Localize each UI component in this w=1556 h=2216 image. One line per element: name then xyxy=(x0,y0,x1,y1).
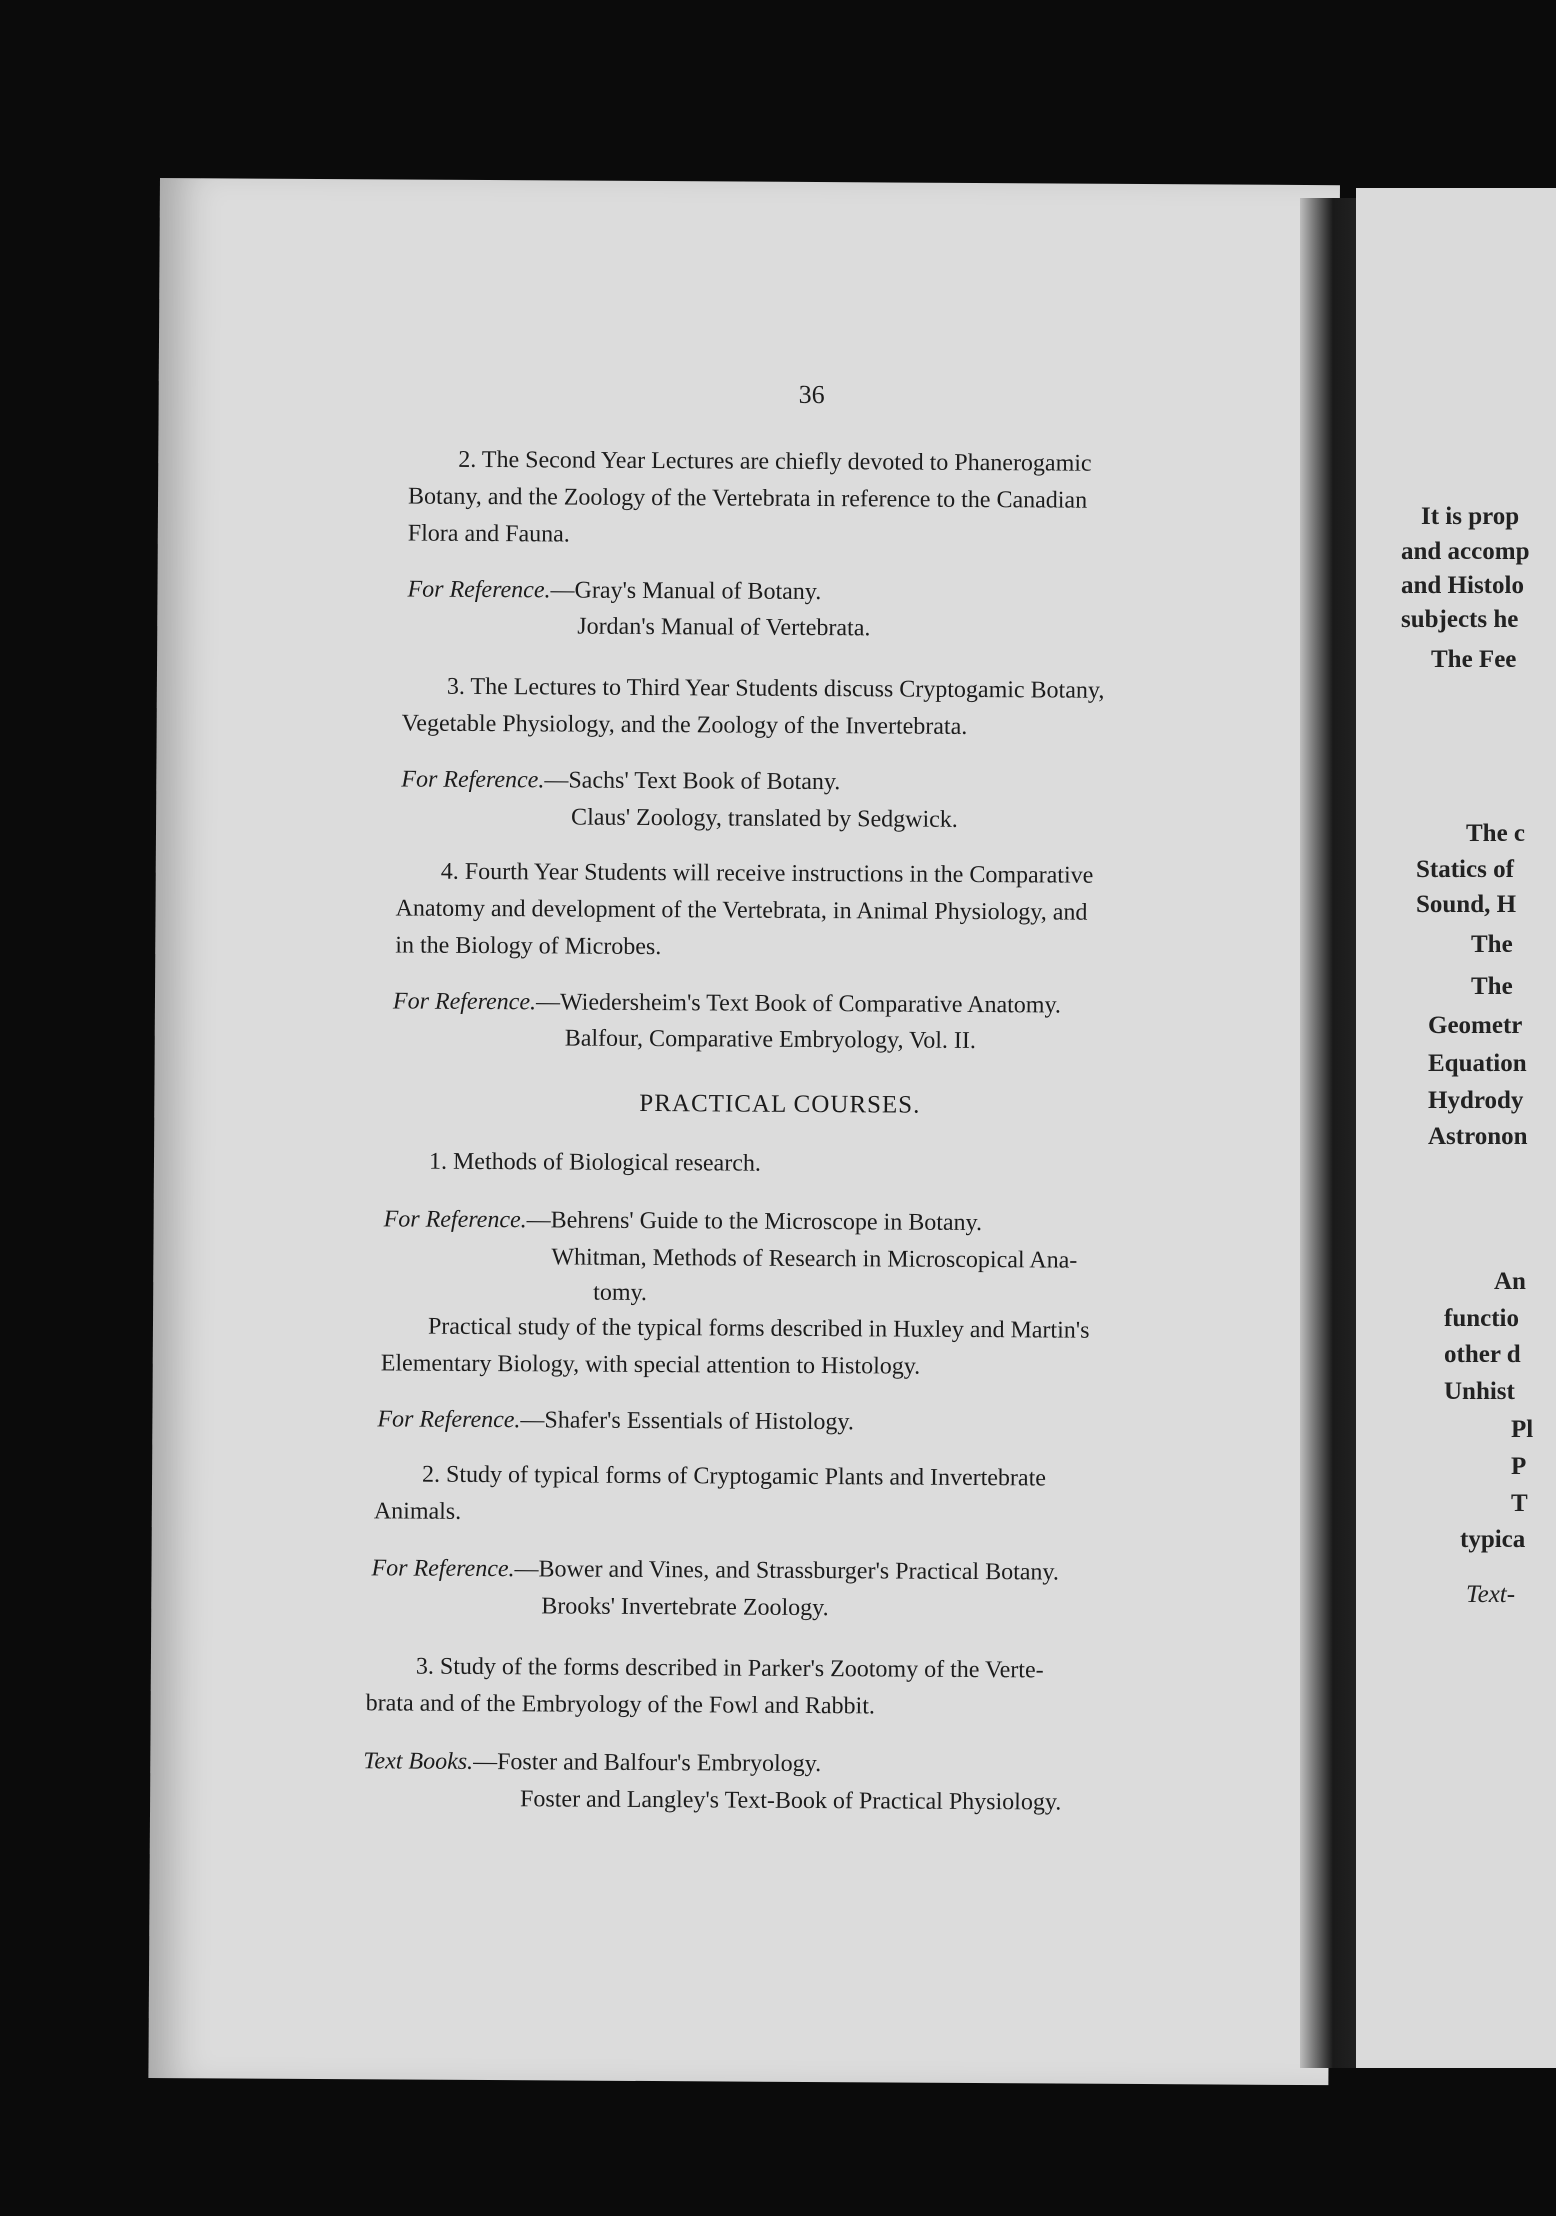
facing-page xyxy=(1356,188,1556,2068)
text-line: 3. Study of the forms described in Parker's Zootomy of the Verte- xyxy=(415,1653,1044,1684)
text-line: Animals. xyxy=(373,1498,462,1525)
facing-page-text: Unhist xyxy=(1444,1378,1515,1405)
text-line: Practical study of the typical forms described in Huxley and Martin's xyxy=(427,1313,1090,1344)
reference-line xyxy=(401,767,840,794)
reference-text: —Wiedersheim's Text Book of Comparative Anatomy. xyxy=(535,989,1062,1019)
facing-page-text: other d xyxy=(1444,1341,1521,1368)
text-line: 4. Fourth Year Students will receive instructions in the Comparative xyxy=(440,858,1094,889)
reference-line xyxy=(371,1556,1059,1584)
reference-line: Jordan's Manual of Vertebrata. xyxy=(577,613,871,642)
reference-label: For Reference. xyxy=(407,576,551,604)
facing-page-text: The xyxy=(1471,973,1513,1000)
section-heading: PRACTICAL COURSES. xyxy=(639,1089,921,1119)
facing-page-text: Astronon xyxy=(1428,1123,1528,1150)
facing-page-text: and Histolo xyxy=(1401,572,1524,599)
reference-line: tomy. xyxy=(593,1279,648,1306)
facing-page-text: T xyxy=(1511,1490,1528,1517)
facing-page-text: The xyxy=(1471,931,1513,958)
facing-page-text: and accomp xyxy=(1401,538,1530,565)
reference-line: Claus' Zoology, translated by Sedgwick. xyxy=(571,804,958,833)
reference-line: Brooks' Invertebrate Zoology. xyxy=(541,1593,829,1622)
text-line: in the Biology of Microbes. xyxy=(395,932,662,961)
facing-page-text: The Fee xyxy=(1431,646,1517,673)
reference-line xyxy=(384,1207,983,1235)
text-line: Elementary Biology, with special attention to Histology. xyxy=(380,1350,921,1380)
facing-page-text: Text- xyxy=(1466,1581,1516,1608)
reference-text: —Shafer's Essentials of Histology. xyxy=(520,1407,854,1436)
page-body xyxy=(148,178,1340,2085)
reference-text: —Gray's Manual of Botany. xyxy=(550,577,822,606)
text-line: 1. Methods of Biological research. xyxy=(428,1148,761,1177)
facing-page-text: Equation xyxy=(1428,1050,1527,1077)
text-line: 2. Study of typical forms of Cryptogamic Plants and Invertebrate xyxy=(422,1461,1047,1492)
facing-page-text: Pl xyxy=(1511,1416,1534,1443)
facing-page-text: subjects he xyxy=(1401,606,1519,633)
book-gutter xyxy=(1300,198,1360,2068)
reference-label: For Reference. xyxy=(392,988,537,1016)
reference-label: For Reference. xyxy=(377,1406,521,1434)
reference-line xyxy=(393,989,1061,1017)
reference-text: —Bower and Vines, and Strassburger's Practical Botany. xyxy=(514,1556,1059,1586)
facing-page-text: P xyxy=(1511,1453,1527,1480)
book-page xyxy=(148,178,1340,2085)
reference-line: Balfour, Comparative Embryology, Vol. II. xyxy=(564,1025,977,1055)
reference-line xyxy=(363,1749,821,1776)
facing-page-text: Hydrody xyxy=(1428,1087,1524,1114)
text-line: Flora and Fauna. xyxy=(407,520,570,548)
facing-page-text: Geometr xyxy=(1428,1012,1523,1039)
reference-line: Whitman, Methods of Research in Microscopical Ana- xyxy=(551,1244,1078,1274)
reference-line: Foster and Langley's Text-Book of Practical Physiology. xyxy=(520,1786,1062,1816)
reference-label: Text Books. xyxy=(363,1748,474,1775)
facing-page-text: Statics of xyxy=(1416,856,1514,883)
text-line: 3. The Lectures to Third Year Students discuss Cryptogamic Botany, xyxy=(446,673,1105,704)
facing-page-text: It is prop xyxy=(1421,503,1520,530)
text-line: Anatomy and development of the Vertebrata, in Animal Physiology, and xyxy=(395,895,1088,926)
reference-line xyxy=(377,1407,854,1434)
text-line: Botany, and the Zoology of the Vertebrata in reference to the Canadian xyxy=(407,483,1088,514)
facing-page-text: Sound, H xyxy=(1416,891,1517,918)
reference-text: —Sachs' Text Book of Botany. xyxy=(544,767,841,796)
facing-page-text: typica xyxy=(1460,1526,1526,1553)
page-number: 36 xyxy=(798,379,825,410)
reference-text: —Foster and Balfour's Embryology. xyxy=(473,1748,822,1778)
text-line: brata and of the Embryology of the Fowl and Rabbit. xyxy=(365,1690,875,1720)
facing-page-text: An xyxy=(1494,1268,1526,1295)
text-line: Vegetable Physiology, and the Zoology of the Invertebrata. xyxy=(401,710,968,740)
text-line: 2. The Second Year Lectures are chiefly devoted to Phanerogamic xyxy=(458,446,1092,477)
facing-page-text: functio xyxy=(1444,1305,1519,1332)
facing-page-text: The c xyxy=(1466,820,1526,847)
reference-line xyxy=(407,578,821,605)
reference-label: For Reference. xyxy=(383,1206,527,1234)
reference-text: —Behrens' Guide to the Microscope in Botany. xyxy=(526,1207,983,1237)
reference-label: For Reference. xyxy=(371,1555,515,1583)
reference-label: For Reference. xyxy=(401,766,545,794)
